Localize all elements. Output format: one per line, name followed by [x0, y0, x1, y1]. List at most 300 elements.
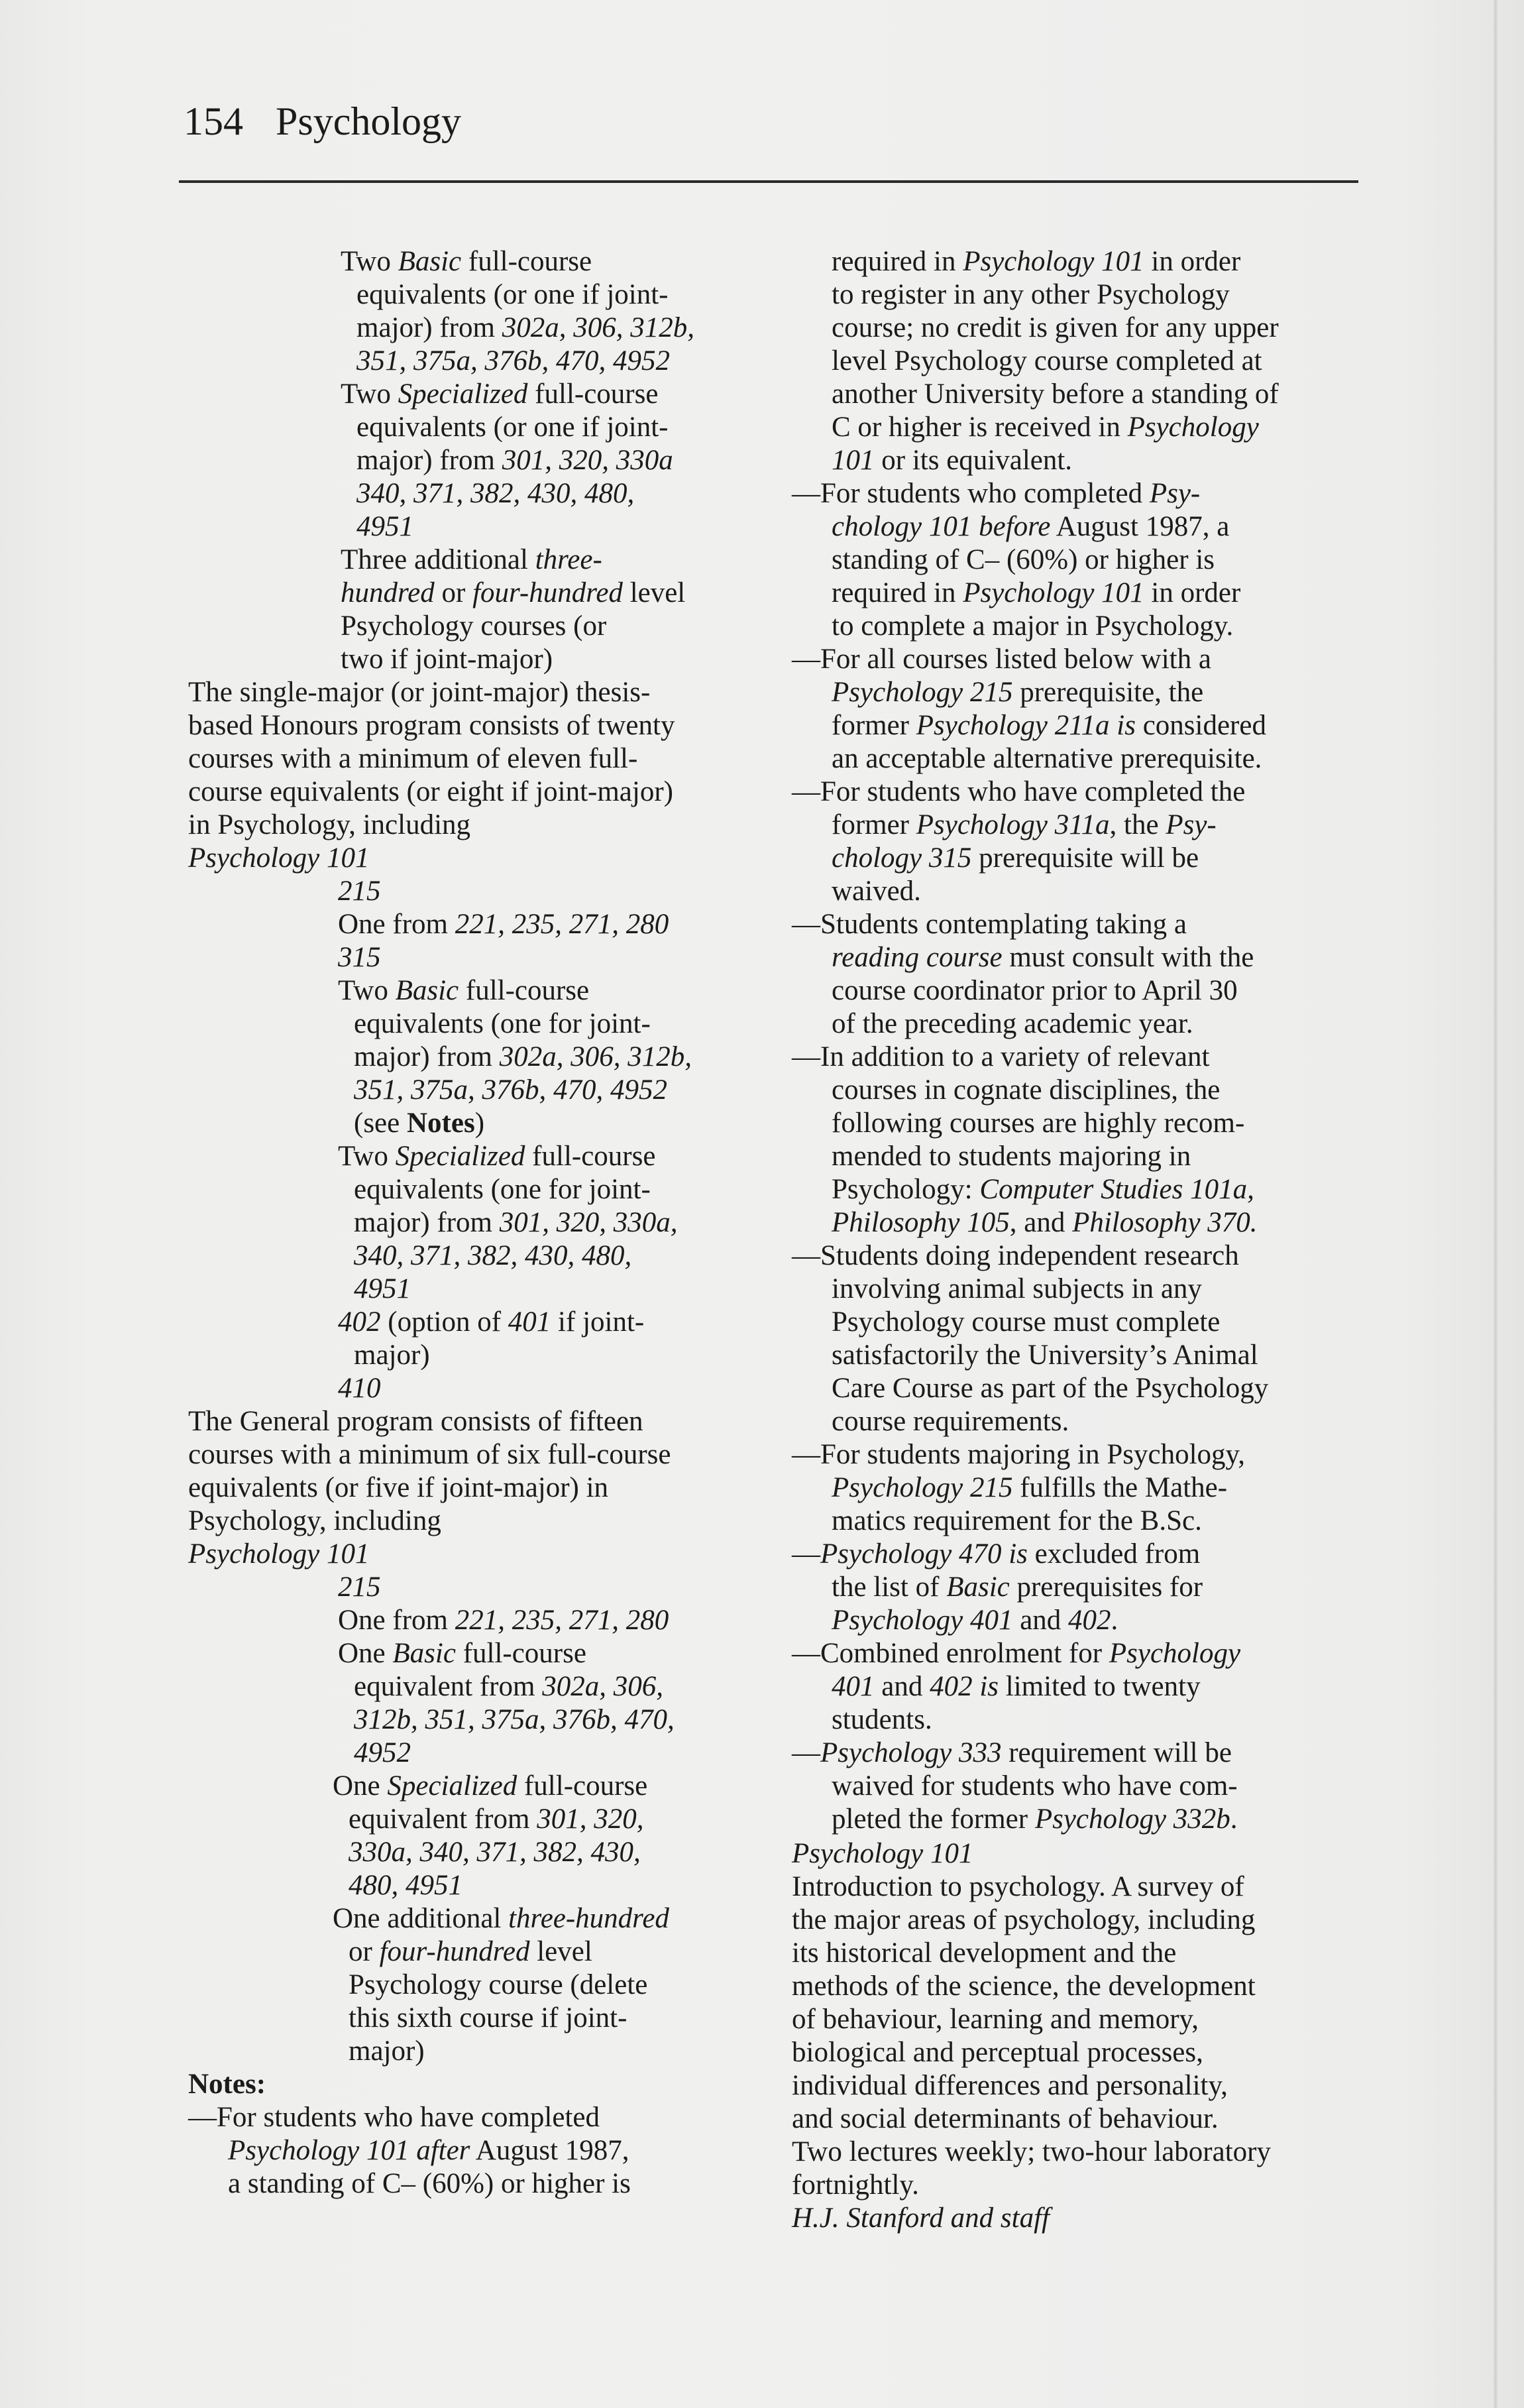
text-run: Philosophy 370. — [1072, 1207, 1258, 1238]
text-line — [792, 544, 1342, 577]
text-run: full-course — [455, 1638, 586, 1669]
text-line — [792, 1206, 1342, 1239]
text-line — [792, 1239, 1342, 1273]
text-line — [792, 875, 1342, 908]
text-run: Psychology — [1127, 412, 1259, 443]
text-run: a standing of C– (60%) or higher is — [228, 2168, 631, 2199]
text-run: course; no credit is given for any upper — [832, 312, 1279, 343]
text-run: required in — [832, 577, 963, 608]
text-run: 402 — [1068, 1605, 1111, 1636]
text-run: courses in cognate disciplines, the — [832, 1074, 1221, 1106]
text-line — [792, 1339, 1342, 1372]
text-line — [188, 1571, 745, 1604]
text-run: excluded from — [1027, 1538, 1201, 1570]
text-run: Care Course as part of the Psychology — [832, 1373, 1269, 1404]
text-run: major) — [354, 1340, 430, 1371]
text-line — [188, 775, 745, 809]
text-line — [792, 378, 1342, 411]
text-line — [188, 1140, 745, 1173]
text-run: Psychology 332b — [1034, 1804, 1230, 1835]
text-line — [792, 1074, 1342, 1107]
text-run: Two — [338, 975, 396, 1006]
text-run: Specialized — [398, 378, 528, 410]
text-run: The single-major (or joint-major) thesis- — [188, 677, 651, 708]
text-line — [792, 610, 1342, 643]
text-line — [188, 709, 745, 742]
text-run: course coordinator prior to April 30 — [832, 975, 1238, 1006]
text-run: satisfactorily the University’s Animal — [832, 1340, 1258, 1371]
text-run: Psychology 101 — [188, 1538, 370, 1570]
text-run: or — [349, 1936, 380, 1967]
text-line — [188, 2035, 745, 2068]
text-line — [188, 1737, 745, 1770]
text-line — [188, 477, 745, 510]
text-line — [188, 742, 745, 775]
text-run: former — [832, 809, 916, 840]
text-run: Psychology 101 after — [228, 2135, 470, 2166]
text-run: level — [529, 1936, 592, 1967]
text-line — [188, 1306, 745, 1339]
text-line — [188, 1770, 745, 1803]
text-run: Specialized — [395, 1141, 525, 1172]
text-run: Computer Studies 101a, — [979, 1174, 1254, 1205]
text-run: (option of — [380, 1306, 508, 1338]
text-run: August 1987, a — [1050, 511, 1230, 542]
text-run: Psychology 333 — [820, 1737, 1002, 1768]
text-run: three-hundred — [508, 1903, 669, 1934]
text-run: based Honours program consists of twenty — [188, 710, 675, 741]
text-run: Two — [341, 378, 398, 410]
text-run: —For students who have completed the — [792, 776, 1246, 807]
text-run: 330a, 340, 371, 382, 430, — [349, 1837, 641, 1868]
text-run: full-course — [459, 975, 590, 1006]
text-line — [792, 1870, 1342, 1904]
text-run: 302a, 306, 312b, — [502, 312, 694, 343]
text-line — [188, 1405, 745, 1438]
text-run: full-course — [461, 246, 592, 277]
text-run: —Students contemplating taking a — [792, 909, 1187, 940]
text-run: Psy- — [1166, 809, 1217, 840]
text-run: course equivalents (or eight if joint-major) — [188, 776, 673, 807]
text-line — [792, 477, 1342, 510]
text-run: and — [1012, 1605, 1069, 1636]
text-run: 312b, 351, 375a, 376b, 470, — [354, 1704, 675, 1735]
text-line — [188, 577, 745, 610]
text-run: 215 — [338, 1572, 381, 1603]
text-line — [188, 1074, 745, 1107]
text-run: One from — [338, 909, 455, 940]
text-run: 410 — [338, 1373, 381, 1404]
text-run: — — [792, 1538, 820, 1570]
text-run: Philosophy 105 — [832, 1207, 1010, 1238]
text-run: One — [333, 1770, 388, 1802]
text-run: 302a, 306, 312b, — [499, 1041, 692, 1072]
text-line — [792, 510, 1342, 544]
text-run: major) from — [356, 445, 502, 476]
text-line — [188, 974, 745, 1007]
text-run: C or higher is received in — [832, 412, 1128, 443]
text-run: mended to students majoring in — [832, 1141, 1191, 1172]
text-run: limited to twenty — [999, 1671, 1201, 1702]
text-line — [792, 1405, 1342, 1438]
text-run: Specialized — [387, 1770, 517, 1802]
text-run: —For all courses listed below with a — [792, 644, 1211, 675]
text-run: students. — [832, 1704, 932, 1735]
text-run: 221, 235, 271, 280 — [455, 1605, 669, 1636]
text-run: courses with a minimum of six full-course — [188, 1439, 671, 1470]
text-run: 402 — [338, 1306, 381, 1338]
text-run: in Psychology, including — [188, 809, 471, 840]
text-run: prerequisites for — [1009, 1572, 1203, 1603]
text-line — [188, 510, 745, 544]
text-run: Two — [338, 1141, 396, 1172]
text-run: 301, 320, 330a — [502, 445, 673, 476]
text-run: equivalents (or five if joint-major) in — [188, 1472, 609, 1503]
text-line — [792, 908, 1342, 941]
text-run: major) from — [356, 312, 502, 343]
running-header — [184, 85, 461, 158]
text-run: level Psychology course completed at — [832, 345, 1262, 376]
text-line — [188, 1803, 745, 1836]
text-run: matics requirement for the B.Sc. — [832, 1505, 1202, 1536]
text-line — [188, 1637, 745, 1670]
text-run: 401 — [508, 1306, 551, 1338]
text-line — [792, 1041, 1342, 1074]
text-run: 340, 371, 382, 430, 480, — [354, 1240, 632, 1271]
text-run: Psychology — [1109, 1638, 1241, 1669]
text-line — [792, 974, 1342, 1007]
text-run: another University before a standing of — [832, 378, 1279, 410]
text-run: Psychology 211a is — [916, 710, 1136, 741]
text-run: in order — [1144, 246, 1241, 277]
text-run: One — [338, 1638, 393, 1669]
text-line — [188, 941, 745, 974]
text-run: fortnightly. — [792, 2169, 919, 2201]
text-line — [792, 1007, 1342, 1041]
text-run: 101 — [832, 445, 875, 476]
text-run: major) from — [354, 1041, 500, 1072]
text-line — [188, 544, 745, 577]
text-line — [792, 345, 1342, 378]
text-line — [792, 245, 1342, 278]
text-run: , the — [1109, 809, 1166, 840]
text-run: hundred — [341, 577, 435, 608]
text-run: Psychology 101 — [963, 577, 1144, 608]
text-run: ) — [474, 1108, 485, 1139]
text-line — [188, 312, 745, 345]
text-line — [792, 577, 1342, 610]
text-line — [792, 278, 1342, 312]
text-run: major) from — [354, 1207, 500, 1238]
text-run: must consult with the — [1002, 942, 1254, 973]
text-run: 340, 371, 382, 430, 480, — [356, 478, 635, 509]
text-line — [792, 941, 1342, 974]
text-line — [188, 1372, 745, 1405]
text-run: four-hundred — [379, 1936, 530, 1967]
text-line — [792, 1670, 1342, 1703]
text-run: One from — [338, 1605, 455, 1636]
text-run: involving animal subjects in any — [832, 1273, 1202, 1304]
text-run: 402 is — [930, 1671, 999, 1702]
text-line — [792, 444, 1342, 477]
text-run: Psychology 101 — [792, 1838, 973, 1869]
text-line — [792, 2102, 1342, 2136]
text-line — [792, 2003, 1342, 2036]
text-line — [792, 1803, 1342, 1836]
text-line — [792, 1306, 1342, 1339]
text-run: and — [874, 1671, 930, 1702]
text-run: 351, 375a, 376b, 470, 4952 — [354, 1074, 667, 1106]
text-run: . — [1230, 1804, 1238, 1835]
text-line — [792, 1770, 1342, 1803]
text-run: Psychology: — [832, 1174, 980, 1205]
text-line — [792, 1937, 1342, 1970]
text-line — [188, 2002, 745, 2035]
text-line — [188, 1206, 745, 1239]
text-run: Psychology 215 — [832, 1472, 1013, 1503]
text-run: 301, 320, 330a, — [499, 1207, 678, 1238]
text-run: pleted the former — [832, 1804, 1035, 1835]
text-line — [792, 1637, 1342, 1670]
page-number: 154 — [184, 99, 243, 143]
text-line — [188, 1041, 745, 1074]
text-run: equivalent from — [354, 1671, 543, 1702]
page-edge-shadow — [1494, 0, 1497, 2408]
text-run: . — [1111, 1605, 1118, 1636]
text-run: Psychology 101 — [963, 246, 1144, 277]
header-rule — [179, 180, 1358, 183]
text-run: equivalent from — [349, 1804, 537, 1835]
text-run: individual differences and personality, — [792, 2070, 1228, 2101]
text-line — [792, 742, 1342, 775]
text-run: or its equivalent. — [874, 445, 1073, 476]
text-line — [188, 2134, 745, 2167]
text-line — [792, 1505, 1342, 1538]
text-line — [792, 2136, 1342, 2169]
text-run: standing of C– (60%) or higher is — [832, 544, 1215, 575]
text-run: and social determinants of behaviour. — [792, 2103, 1219, 2134]
text-run: Psychology courses (or — [341, 610, 607, 642]
text-run: 4951 — [354, 1273, 411, 1304]
text-line — [792, 1737, 1342, 1770]
text-line — [792, 709, 1342, 742]
text-line — [792, 312, 1342, 345]
text-line — [792, 1970, 1342, 2003]
text-line — [188, 1438, 745, 1471]
text-line — [792, 1538, 1342, 1571]
text-run: 215 — [338, 876, 381, 907]
text-run: —In addition to a variety of relevant — [792, 1041, 1210, 1072]
text-run: The General program consists of fifteen — [188, 1406, 643, 1437]
text-line — [188, 1173, 745, 1206]
text-line — [188, 1107, 745, 1140]
text-line — [792, 676, 1342, 709]
text-run: prerequisite will be — [971, 842, 1199, 874]
text-run: course requirements. — [832, 1406, 1069, 1437]
text-line — [792, 2169, 1342, 2202]
text-line — [188, 411, 745, 444]
text-line — [792, 2036, 1342, 2069]
text-run: Two lectures weekly; two-hour laboratory — [792, 2136, 1271, 2167]
text-run: or — [434, 577, 473, 608]
text-line — [188, 278, 745, 312]
text-line — [188, 676, 745, 709]
text-run: reading course — [832, 942, 1003, 973]
text-run: equivalents (or one if joint- — [356, 412, 669, 443]
text-run: — — [792, 1737, 820, 1768]
text-run: 302a, 306, — [542, 1671, 663, 1702]
text-line — [188, 1007, 745, 1041]
text-run: required in — [832, 246, 963, 277]
text-line — [188, 245, 745, 278]
text-run: —For students majoring in Psychology, — [792, 1439, 1246, 1470]
text-line — [188, 1471, 745, 1505]
text-line — [188, 1604, 745, 1637]
text-run: 401 — [832, 1671, 875, 1702]
text-run: biological and perceptual processes, — [792, 2037, 1203, 2068]
text-run: Psychology 470 is — [820, 1538, 1028, 1570]
text-run: waived for students who have com- — [832, 1770, 1238, 1802]
text-line — [188, 1969, 745, 2002]
text-run: Notes — [406, 1108, 475, 1139]
text-line — [188, 1902, 745, 1935]
text-run: Psychology 401 — [832, 1605, 1013, 1636]
text-line — [188, 1836, 745, 1869]
text-run: Basic — [398, 246, 462, 277]
text-line — [792, 643, 1342, 676]
text-run: if joint- — [551, 1306, 645, 1338]
text-run: two if joint-major) — [341, 644, 553, 675]
text-run: Psychology 215 — [832, 677, 1013, 708]
text-line — [188, 1869, 745, 1902]
page-title: Psychology — [276, 99, 462, 143]
text-line — [792, 1703, 1342, 1737]
text-line — [188, 643, 745, 676]
text-run: to complete a major in Psychology. — [832, 610, 1234, 642]
text-run: August 1987, — [470, 2135, 629, 2166]
text-run: the major areas of psychology, including — [792, 1904, 1256, 1935]
text-line — [188, 809, 745, 842]
text-run: Notes: — [188, 2069, 266, 2100]
text-run: H.J. Stanford and staff — [792, 2203, 1050, 2234]
right-column — [792, 245, 1342, 2235]
text-line — [792, 1604, 1342, 1637]
text-run: Basic — [392, 1638, 456, 1669]
text-run: former — [832, 710, 916, 741]
text-line — [188, 610, 745, 643]
text-run: Psychology course (delete — [349, 1969, 648, 2000]
text-line — [792, 1571, 1342, 1604]
text-run: Three additional — [341, 544, 535, 575]
text-run: —For students who have completed — [188, 2102, 600, 2133]
text-run: considered — [1135, 710, 1266, 741]
text-run: Psychology 101 — [188, 842, 370, 874]
text-run: (see — [354, 1108, 407, 1139]
text-run: methods of the science, the development — [792, 1971, 1256, 2002]
text-run: courses with a minimum of eleven full- — [188, 743, 638, 774]
text-line — [188, 1935, 745, 1969]
text-line — [792, 1837, 1342, 1870]
text-line — [792, 1471, 1342, 1505]
text-run: 4951 — [356, 511, 413, 542]
text-line — [188, 2101, 745, 2134]
text-run: following courses are highly recom- — [832, 1108, 1245, 1139]
text-run: 221, 235, 271, 280 — [455, 909, 669, 940]
text-run: —Students doing independent research — [792, 1240, 1239, 1271]
text-line — [188, 2167, 745, 2201]
text-line — [792, 1372, 1342, 1405]
text-run: chology 315 — [832, 842, 972, 874]
text-line — [188, 842, 745, 875]
text-line — [792, 1107, 1342, 1140]
text-run: One additional — [333, 1903, 509, 1934]
text-line — [792, 2069, 1342, 2102]
text-line — [792, 411, 1342, 444]
text-line — [792, 775, 1342, 809]
text-run: of the preceding academic year. — [832, 1008, 1193, 1039]
text-line — [188, 1670, 745, 1703]
text-run: Basic — [395, 975, 459, 1006]
text-run: an acceptable alternative prerequisite. — [832, 743, 1262, 774]
text-run: Psy- — [1149, 478, 1201, 509]
text-line — [792, 1438, 1342, 1471]
text-run: level — [622, 577, 686, 608]
text-run: three- — [535, 544, 602, 575]
text-line — [188, 908, 745, 941]
text-run: Basic — [946, 1572, 1010, 1603]
text-run: 351, 375a, 376b, 470, 4952 — [356, 345, 670, 376]
text-line — [188, 1273, 745, 1306]
text-line — [188, 1703, 745, 1737]
text-run: Psychology course must complete — [832, 1306, 1221, 1338]
text-line — [188, 1239, 745, 1273]
text-run: four-hundred — [472, 577, 623, 608]
text-run: waived. — [832, 876, 921, 907]
text-line — [188, 1538, 745, 1571]
text-line — [188, 444, 745, 477]
text-run: this sixth course if joint- — [349, 2002, 627, 2034]
text-run: 301, 320, — [537, 1804, 644, 1835]
text-run: —For students who completed — [792, 478, 1150, 509]
text-run: major) — [349, 2035, 425, 2067]
text-run: full-course — [517, 1770, 648, 1802]
text-run: chology 101 before — [832, 511, 1051, 542]
text-run: full-course — [525, 1141, 656, 1172]
text-run: —Combined enrolment for — [792, 1638, 1109, 1669]
text-run: 480, 4951 — [349, 1870, 463, 1901]
text-run: full-course — [527, 378, 659, 410]
text-line — [188, 1339, 745, 1372]
text-line — [188, 2068, 745, 2101]
text-run: equivalents (or one if joint- — [356, 279, 669, 310]
text-run: Psychology, including — [188, 1505, 441, 1536]
text-run: equivalents (one for joint- — [354, 1008, 651, 1039]
text-line — [188, 378, 745, 411]
text-line — [792, 2202, 1342, 2235]
text-line — [792, 1904, 1342, 1937]
text-line — [792, 842, 1342, 875]
text-run: requirement will be — [1001, 1737, 1232, 1768]
text-line — [792, 1140, 1342, 1173]
text-line — [792, 1173, 1342, 1206]
text-run: , and — [1009, 1207, 1073, 1238]
text-run: Psychology 311a — [916, 809, 1110, 840]
text-run: its historical development and the — [792, 1937, 1177, 1969]
text-run: in order — [1144, 577, 1241, 608]
text-run: prerequisite, the — [1012, 677, 1204, 708]
text-run: of behaviour, learning and memory, — [792, 2004, 1199, 2035]
text-run: Two — [341, 246, 398, 277]
